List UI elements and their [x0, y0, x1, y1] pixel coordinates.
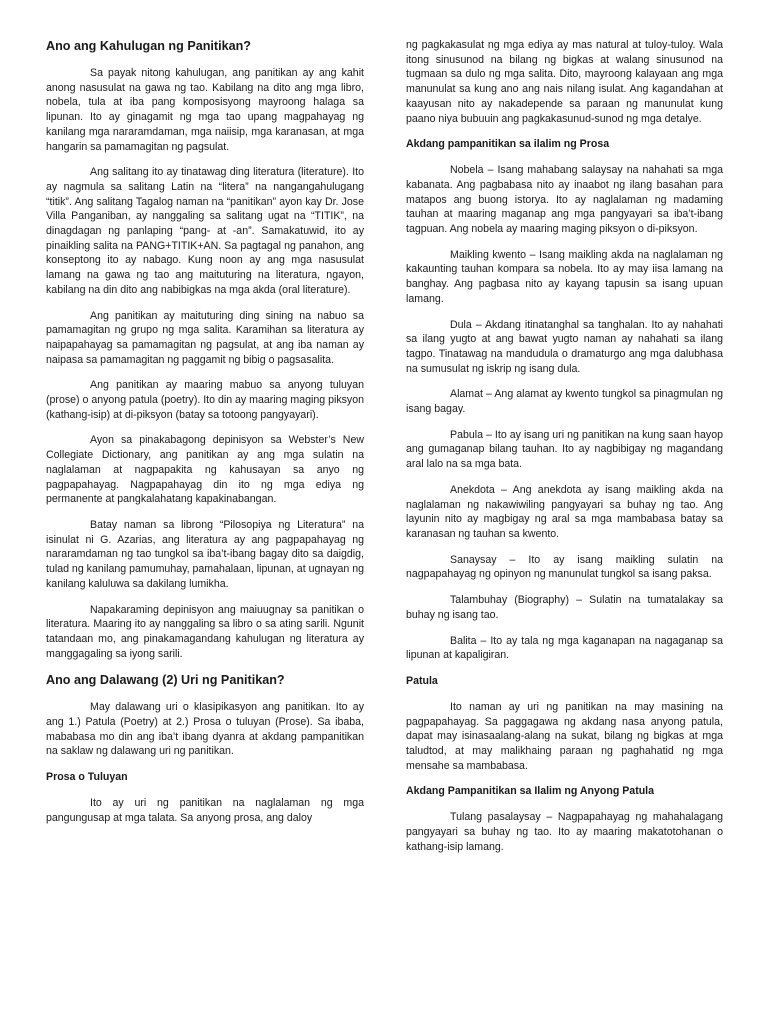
paragraph-continued: ng pagkakasulat ng mga ediya ay mas natural at tuloy-tuloy. Wala itong sinusunod na bilang ng bigkas at walang sinusunod na tugmaan sa dulo ng mga salita. Dito, mayroong kalayaan ang mga manunulat sa kung ano ang nais nilang isulat. Ang kagandahan at kaayusan nito ay nakadepende sa paraan ng manunulat kung paano niya bubuuin ang pagkakasunud-sunod ng mga detalye.: [406, 39, 723, 125]
heading-akdang-prosa: Akdang pampanitikan sa ilalim ng Prosa: [406, 138, 610, 151]
paragraph-sanaysay: Sanaysay – Ito ay isang maikling sulatin na nagpapahayag ng opinyon ng manunulat tungkol sa isang paksa.: [406, 553, 723, 581]
heading-dalawang-uri: Ano ang Dalawang (2) Uri ng Panitikan?: [46, 673, 285, 688]
paragraph: Ang panitikan ay maaring mabuo sa anyong tuluyan (prose) o anyong patula (poetry). Ito din ay maaring maging piksyon (kathang-isip) at di-piksyon (batay sa totoong pangyayari).: [46, 379, 364, 421]
paragraph-pabula: Pabula – Ito ay isang uri ng panitikan na kung saan hayop ang gumaganap bilang tauhan. Ito ay nagbibigay ng magandang aral lalo na sa mga bata.: [406, 428, 723, 471]
paragraph-dula: Dula – Akdang itinatanghal sa tanghalan. Ito ay nahahati sa ilang yugto at ang bawat yugto naman ay nahahati sa ilang tagpo. Tinatawag na mandudula o dramaturgo ang mga dalubhasa na sumusulat ng iskrip ng isang dula.: [406, 318, 723, 375]
paragraph: Ito ay uri ng panitikan na naglalaman ng mga pangungusap at mga talata. Sa anyong prosa, ang daloy: [46, 797, 364, 824]
paragraph-patula: Ito naman ay uri ng panitikan na may masining na pagpapahayag. Sa paggagawa ng akdang nasa anyong patula, dapat may isinasaalang-alang na sukat, bilang ng bigkas at mga taludtod, at may malikhaing paraan ng paghahatid ng mga mensahe sa mambabasa.: [406, 700, 723, 772]
paragraph: Ang panitikan ay maituturing ding sining na nabuo sa pamamagitan ng grupo ng mga salita. Karamihan sa literatura ay naipapahayag sa pamamagitan ng pagsulat, at ang iba naman ay naipasa sa pamamagitan ng paggamit ng bibig o pagsasalita.: [46, 309, 364, 366]
right-column: [406, 38, 723, 866]
paragraph-maikling-kwento: Maikling kwento – Isang maikling akda na naglalaman ng kakaunting tauhan kompara sa nobela. Ito ay may iisa lamang na banghay. Ang pagbasa nito ay kayang tapusin sa isang upuan lamang.: [406, 248, 723, 305]
paragraph: Ang salitang ito ay tinatawag ding literatura (literature). Ito ay nagmula sa salitang Latin na “litera” na nangangahulugang “titik”. Ang salitang Tagalog naman na “panitikan” ayon kay Dr. Jose Villa Panganiban, ay nanggaling sa salitang ugat na “TITIK”, na dinagdagan ng panlaping “pang- at -an”. Samakatuwid, ito ay pinaikling salita na PANG+TITIK+AN. Sa pagtagal ng panahon, ang konseptong ito ay nabago. Kung noon ay ang mga nasusulat lamang na gawa ng tao ang maituturing na literatura, ngayon, kabilang na din dito ang nabibigkas na mga akda (oral literature).: [46, 166, 364, 296]
paragraph-anekdota: Anekdota – Ang anekdota ay isang maikling akda na naglalaman ng nakawiwiling pangyayari sa buhay ng tao. Ang layunin nito ay magbigay ng aral sa mga mambabasa batay sa karanasan ng tauhan sa kwento.: [406, 483, 723, 540]
paragraph-tulang-pasalaysay: Tulang pasalaysay – Nagpapahayag ng mahahalagang pangyayari sa buhay ng tao. Ito ay maaring makatotohanan o kathang-isip lamang.: [406, 811, 723, 853]
paragraph-balita: Balita – Ito ay tala ng mga kaganapan na nagaganap sa lipunan at kapaligiran.: [406, 634, 723, 662]
left-column: [46, 38, 364, 837]
paragraph-alamat: Alamat – Ang alamat ay kwento tungkol sa pinagmulan ng isang bagay.: [406, 388, 723, 416]
heading-prosa: Prosa o Tuluyan: [46, 771, 128, 784]
paragraph: Ayon sa pinakabagong depinisyon sa Webster’s New Collegiate Dictionary, ang panitikan ay ang mga sulatin na naglalaman at nagpapakita ng kahusayan sa anyo ng pagpapahayag. Nagpapahayag din ito ng mga ediya ng permanente at pangkalahatang kapakinabangan.: [46, 434, 364, 506]
paragraph-nobela: Nobela – Isang mahabang salaysay na nahahati sa mga kabanata. Ang pagbabasa nito ay inaabot ng ilang basahan para matapos ang buong istorya. Ito ay naglalaman ng madaming tauhan at maaring maganap ang mga pangyayari sa iba’t-ibang tagpuan. Ang nobela ay maaring maging piksyon o di-piksyon.: [406, 164, 723, 236]
paragraph: Batay naman sa librong “Pilosopiya ng Literatura” na isinulat ni G. Azarias, ang literatura ay ang pagpapahayag ng nararamdaman ng tao tungkol sa iba’t-ibang bagay dito sa daigdig, tulad ng kanilang pamumuhay, pamahalaan, lipunan, at ugnayan ng kanilang kaluluwa sa dakilang lumikha.: [46, 518, 364, 590]
paragraph: Napakaraming depinisyon ang maiuugnay sa panitikan o literatura. Maaring ito ay nanggaling sa libro o sa ating sarili. Ngunit tatandaan mo, ang pinakamagandang kahulugan ng literatura ay manggagaling sa iyong sarili.: [46, 603, 364, 660]
heading-patula: Patula: [406, 674, 438, 687]
paragraph: May dalawang uri o klasipikasyon ang panitikan. Ito ay ang 1.) Patula (Poetry) at 2.) Prosa o tuluyan (Prose). Sa ibaba, mababasa mo din ang iba’t ibang dyanra at akdang pampanitikan na saklaw ng dalawang uri ng panitikan.: [46, 701, 364, 758]
paragraph-talambuhay: Talambuhay (Biography) – Sulatin na tumatalakay sa buhay ng isang tao.: [406, 594, 723, 621]
heading-kahulugan: Ano ang Kahulugan ng Panitikan?: [46, 39, 251, 53]
paragraph: Sa payak nitong kahulugan, ang panitikan ay ang kahit anong nasusulat na gawa ng tao. Kabilang na dito ang mga libro, nobela, tula at iba pang komposisyong mayroong halaga sa lipunan. Ito ay ginagamit ng mga tao upang magpahayag ng kanilang mga nararamdaman, mga naiisip, mga karanasan, at mga hangarin sa pamamagitan ng pagsulat.: [46, 67, 364, 153]
heading-akdang-patula: Akdang Pampanitikan sa Ilalim ng Anyong Patula: [406, 785, 655, 798]
